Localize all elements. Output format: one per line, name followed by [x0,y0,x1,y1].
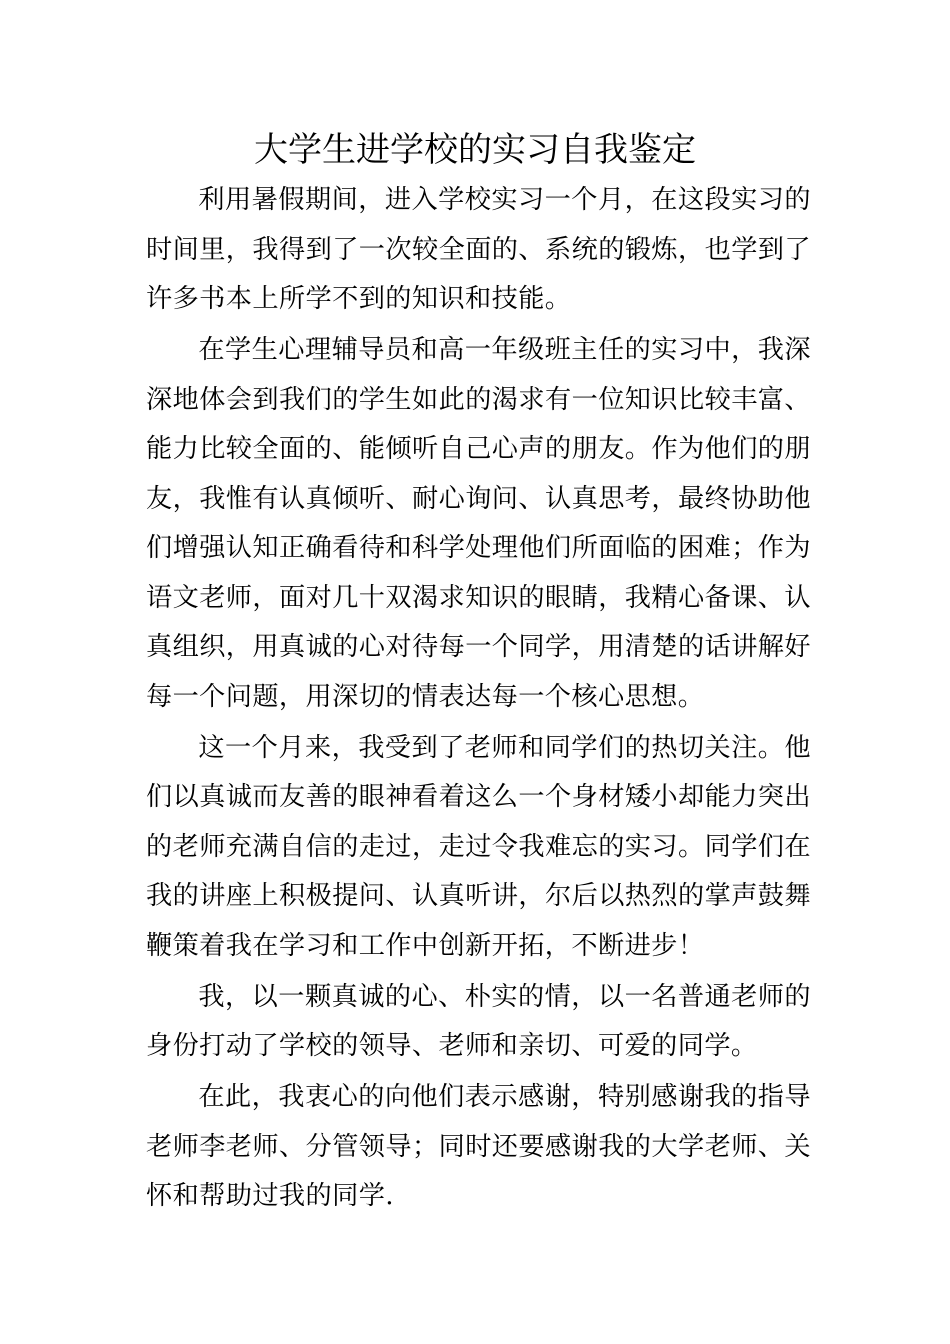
paragraph: 我，以一颗真诚的心、朴实的情，以一名普通老师的身份打动了学校的领导、老师和亲切、可爱的同学。 [146,981,811,1061]
document-title: 大学生进学校的实习自我鉴定 [254,130,696,170]
paragraph: 在学生心理辅导员和高一年级班主任的实习中，我深深地体会到我们的学生如此的渴求有一位知识比较丰富、能力比较全面的、能倾听自己心声的朋友。作为他们的朋友，我惟有认真倾听、耐心询问、认真思考，最终协助他们增强认知正确看待和科学处理他们所面临的困难；作为语文老师，面对几十双渴求知识的眼睛，我精心备课、认真组织，用真诚的心对待每一个同学，用清楚的话讲解好每一个问题，用深切的情表达每一个核心思想。 [146,335,811,712]
document-body [146,176,811,1223]
paragraph: 这一个月来，我受到了老师和同学们的热切关注。他们以真诚而友善的眼神看着这么一个身材矮小却能力突出的老师充满自信的走过，走过令我难忘的实习。同学们在我的讲座上积极提问、认真听讲，尔后以热烈的掌声鼓舞鞭策着我在学习和工作中创新开拓，不断进步！ [146,732,811,961]
paragraph: 利用暑假期间，进入学校实习一个月，在这段实习的时间里，我得到了一次较全面的、系统的锻炼，也学到了许多书本上所学不到的知识和技能。 [146,185,811,314]
paragraph: 在此，我衷心的向他们表示感谢，特别感谢我的指导老师李老师、分管领导；同时还要感谢我的大学老师、关怀和帮助过我的同学. [146,1082,811,1211]
